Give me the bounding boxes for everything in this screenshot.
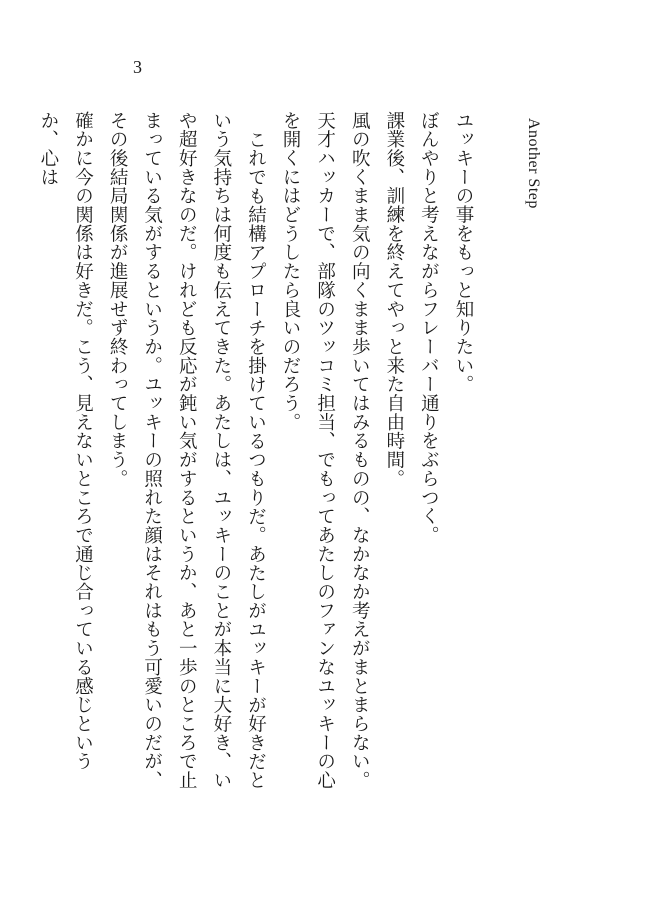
paragraph: これでも結構アプローチを掛けているつもりだ。あたしがユッキーが好きだという気持ちは何度も伝えてきた。あたしは、ユッキーのことが本当に大好き、いや超好きなのだ。けれども反応が鈍い気がするというか、あと一歩のところで止まっている気がするというか。ユッキーの照れた顔はそれはもう可愛いのだが、その後結局関係が進展せず終わってしまう。 <box>107 111 267 790</box>
running-title: Another Step <box>525 118 542 209</box>
vertical-body-text <box>37 111 480 791</box>
page-number: 3 <box>133 57 142 77</box>
paragraph: 天才ハッカーで、部隊のツッコミ担当、でもってあたしのファンなユッキーの心を開くにはどうしたら良いのだろう。 <box>280 111 336 790</box>
paragraph: 確かに今の関係は好きだ。こう、見えないところで通じ合っている感じというか、心は <box>37 111 94 771</box>
paragraph: ぼんやりと考えながらフレーバー通りをぶらつく。 <box>418 111 440 545</box>
paragraph: 風の吹くまま気の向くまま歩いてはみるものの、なかなか考えがまとまらない。 <box>349 111 371 790</box>
paragraph: ユッキーの事をもっと知りたい。 <box>453 111 474 394</box>
paragraph: 課業後、訓練を終えてやっと来た自由時間。 <box>383 111 405 488</box>
